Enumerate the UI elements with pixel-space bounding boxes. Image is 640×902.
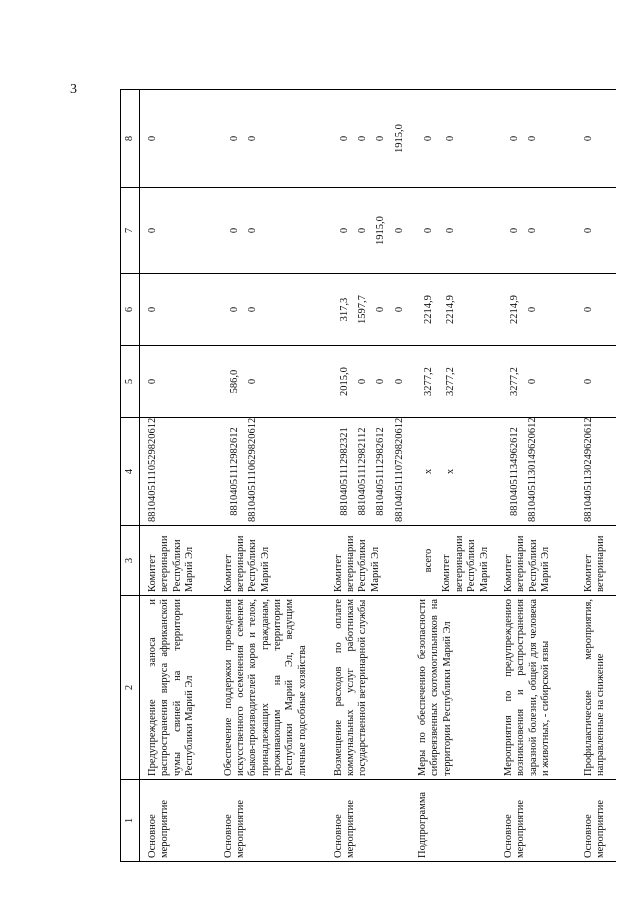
value: 0 <box>375 135 387 142</box>
value: 0 <box>147 227 158 234</box>
budget-code: 88104051110629820612 <box>246 417 258 522</box>
value: 0 <box>527 378 539 385</box>
col7-cell <box>576 188 616 274</box>
col5-cell <box>216 346 326 418</box>
value: 1915,0 <box>393 124 405 153</box>
value: 3277,2 <box>445 367 457 396</box>
table-row <box>496 90 576 862</box>
table-row <box>576 90 616 862</box>
col8-cell <box>326 90 411 188</box>
value: 0 <box>583 135 594 142</box>
value: 0 <box>527 135 539 142</box>
budget-code-cell <box>140 418 216 526</box>
column-header: 2 <box>121 596 140 780</box>
budget-code: x <box>423 468 434 475</box>
value: 2214,9 <box>509 295 520 324</box>
value: 0 <box>509 135 520 142</box>
value: 0 <box>338 227 350 234</box>
col5-cell <box>326 346 411 418</box>
row-type: Основное мероприятие <box>140 780 216 862</box>
value: 0 <box>228 227 240 234</box>
col8-cell <box>410 90 496 188</box>
column-header: 4 <box>121 418 140 526</box>
value: 0 <box>393 227 405 234</box>
row-executor: Комитет ветеринарии Республики Марий Эл <box>326 526 411 596</box>
value: 0 <box>246 378 258 385</box>
page-number: 3 <box>70 82 77 97</box>
row-type: Основное мероприятие <box>496 780 576 862</box>
value: 0 <box>583 227 594 234</box>
column-header: 1 <box>121 780 140 862</box>
col6-cell <box>496 274 576 346</box>
col7-cell <box>216 188 326 274</box>
budget-code: 88104051112982112 <box>356 427 368 516</box>
row-type: Основное мероприятие <box>576 780 616 862</box>
value: 0 <box>583 306 594 313</box>
budget-code: x <box>445 468 457 475</box>
budget-code-cell <box>326 418 411 526</box>
table-row <box>140 90 216 862</box>
col7-cell <box>496 188 576 274</box>
value: 0 <box>246 227 258 234</box>
col8-cell <box>496 90 576 188</box>
value: 0 <box>527 227 539 234</box>
col7-cell <box>326 188 411 274</box>
value: 0 <box>147 135 158 142</box>
column-header: 5 <box>121 346 140 418</box>
budget-code-cell <box>496 418 576 526</box>
value: 2214,9 <box>445 295 457 324</box>
value: 0 <box>246 135 258 142</box>
value: 0 <box>445 227 457 234</box>
column-header: 6 <box>121 274 140 346</box>
row-name: Обеспечение поддержки проведения искусственного осеменения семенем быков-производителей коров и телок, принадлежащих гражданам, проживающим на территории Республики Марий Эл, ведущим личные подсобные хозяйства <box>216 596 326 780</box>
col6-cell <box>140 274 216 346</box>
row-executor: Комитет ветеринарии <box>576 526 616 596</box>
value: 2214,9 <box>423 295 434 324</box>
budget-code: 88104051110529820612 <box>147 417 158 522</box>
column-header: 8 <box>121 90 140 188</box>
budget-code: 88104051110729820612 <box>393 417 405 522</box>
value: 0 <box>228 135 240 142</box>
col8-cell <box>140 90 216 188</box>
value: 1915,0 <box>375 216 387 245</box>
col5-cell <box>576 346 616 418</box>
budget-code: 88104051112982612 <box>228 427 240 516</box>
value: 0 <box>509 227 520 234</box>
value: 3277,2 <box>423 367 434 396</box>
col5-cell <box>140 346 216 418</box>
budget-code: 88104051134962612 <box>509 427 520 516</box>
row-type: Основное мероприятие <box>216 780 326 862</box>
value: 317,3 <box>338 297 350 322</box>
row-type: Подпрограмма <box>410 780 496 862</box>
value: 0 <box>423 227 434 234</box>
col6-cell <box>216 274 326 346</box>
budget-code: 88104051130249620612 <box>583 417 594 522</box>
value: 3277,2 <box>509 367 520 396</box>
value: 0 <box>147 306 158 313</box>
value: 0 <box>375 306 387 313</box>
row-executor: Комитет ветеринарии Республики Марий Эл <box>140 526 216 596</box>
col6-cell <box>576 274 616 346</box>
row-executor: Комитет ветеринарии Республики Марий Эл <box>216 526 326 596</box>
col7-cell <box>410 188 496 274</box>
col5-cell <box>410 346 496 418</box>
value: 0 <box>338 135 350 142</box>
budget-code: 88104051112982321 <box>338 427 350 516</box>
col6-cell <box>326 274 411 346</box>
col6-cell <box>410 274 496 346</box>
value: 0 <box>147 378 158 385</box>
column-header: 7 <box>121 188 140 274</box>
col8-cell <box>576 90 616 188</box>
value: 0 <box>375 378 387 385</box>
table-row <box>326 90 411 862</box>
table-row <box>216 90 326 862</box>
value: 0 <box>356 378 368 385</box>
budget-code-cell <box>216 418 326 526</box>
rotated-table-container <box>120 90 607 862</box>
col7-cell <box>140 188 216 274</box>
budget-code: 88104051112982612 <box>375 427 387 516</box>
row-executor: Комитет ветеринарии Республики Марий Эл <box>441 535 490 592</box>
budget-code-cell <box>410 418 496 526</box>
value: 0 <box>583 378 594 385</box>
row-type: Основное мероприятие <box>326 780 411 862</box>
value: 0 <box>246 306 258 313</box>
row-name: Профилактические мероприятия, направленные на снижение <box>576 596 616 780</box>
value: 0 <box>393 378 405 385</box>
program-funding-table <box>120 89 616 862</box>
budget-code: 88104051130149620612 <box>527 417 539 522</box>
value: 0 <box>423 135 434 142</box>
value: 0 <box>356 227 368 234</box>
row-name: Меры по обеспечению безопасности сибиреязвенных скотомогильников на территории Республики Марий Эл <box>410 596 496 780</box>
row-executor-cell <box>410 526 496 596</box>
col8-cell <box>216 90 326 188</box>
row-executor-total: всего <box>423 548 434 573</box>
row-name: Предупреждение заноса и распространения вируса африканской чумы свиней на территории Республики Марий Эл <box>140 596 216 780</box>
value: 2015,0 <box>338 367 350 396</box>
table-header-row <box>121 90 140 862</box>
value: 0 <box>356 135 368 142</box>
row-name: Возмещение расходов по оплате коммунальных услуг работникам государственной ветеринарной службы <box>326 596 411 780</box>
value: 0 <box>228 306 240 313</box>
column-header: 3 <box>121 526 140 596</box>
value: 0 <box>527 306 539 313</box>
value: 586,0 <box>228 369 240 394</box>
table-row <box>410 90 496 862</box>
row-name: Мероприятия по предупреждению возникновения и распространения заразной болезни, общей для человека и животных, - сибирской язвы <box>496 596 576 780</box>
value: 0 <box>393 306 405 313</box>
col5-cell <box>496 346 576 418</box>
budget-code-cell <box>576 418 616 526</box>
value: 0 <box>445 135 457 142</box>
value: 1597,7 <box>356 295 368 324</box>
row-executor: Комитет ветеринарии Республики Марий Эл <box>496 526 576 596</box>
